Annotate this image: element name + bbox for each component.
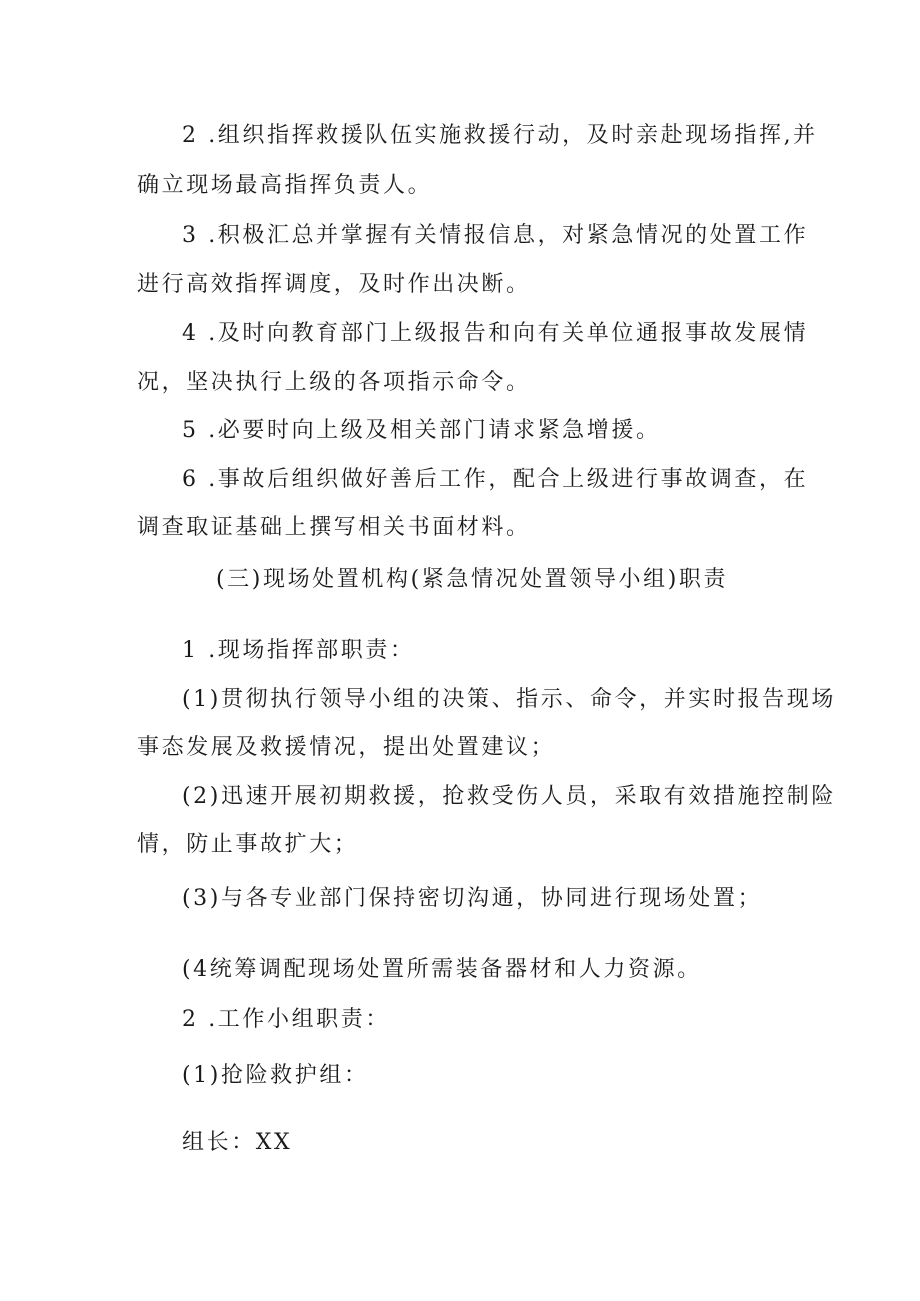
sub1-p2-line2: 情，防止事故扩大； — [137, 832, 359, 857]
item3-line1: 3 .积极汇总并掌握有关情报信息，对紧急情况的处置工作 — [182, 223, 809, 248]
sub1-heading: 1 .现场指挥部职责： — [182, 638, 415, 663]
item4-line1: 4 .及时向教育部门上级报告和向有关单位通报事故发展情 — [182, 321, 809, 346]
item6-line2: 调查取证基础上撰写相关书面材料。 — [137, 515, 531, 540]
group1-leader: 组长：XX — [182, 1130, 293, 1155]
sub1-p1-line1: (1)贯彻执行领导小组的决策、指示、命令，并实时报告现场 — [182, 687, 836, 712]
item5-line1: 5 .必要时向上级及相关部门请求紧急增援。 — [182, 418, 661, 443]
sub1-p4-line1: (4统筹调配现场处置所需装备器材和人力资源。 — [182, 957, 702, 982]
sub1-p3-line1: (3)与各专业部门保持密切沟通，协同进行现场处置； — [182, 886, 763, 911]
group1-heading: (1)抢险救护组： — [182, 1063, 369, 1088]
item6-line1: 6 .事故后组织做好善后工作，配合上级进行事故调查，在 — [182, 467, 809, 492]
sub2-heading: 2 .工作小组职责： — [182, 1007, 390, 1032]
section3-heading: (三)现场处置机构(紧急情况处置领导小组)职责 — [216, 567, 729, 592]
sub1-p2-line1: (2)迅速开展初期救援，抢救受伤人员，采取有效措施控制险 — [182, 784, 836, 809]
item2-line1: 2 .组织指挥救援队伍实施救援行动，及时亲赴现场指挥,并 — [182, 123, 818, 148]
sub1-p1-line2: 事态发展及救援情况，提出处置建议； — [137, 735, 556, 760]
item3-line2: 进行高效指挥调度，及时作出决断。 — [137, 272, 531, 297]
item2-line2: 确立现场最高指挥负责人。 — [137, 173, 433, 198]
item4-line2: 况，坚决执行上级的各项指示命令。 — [137, 370, 531, 395]
